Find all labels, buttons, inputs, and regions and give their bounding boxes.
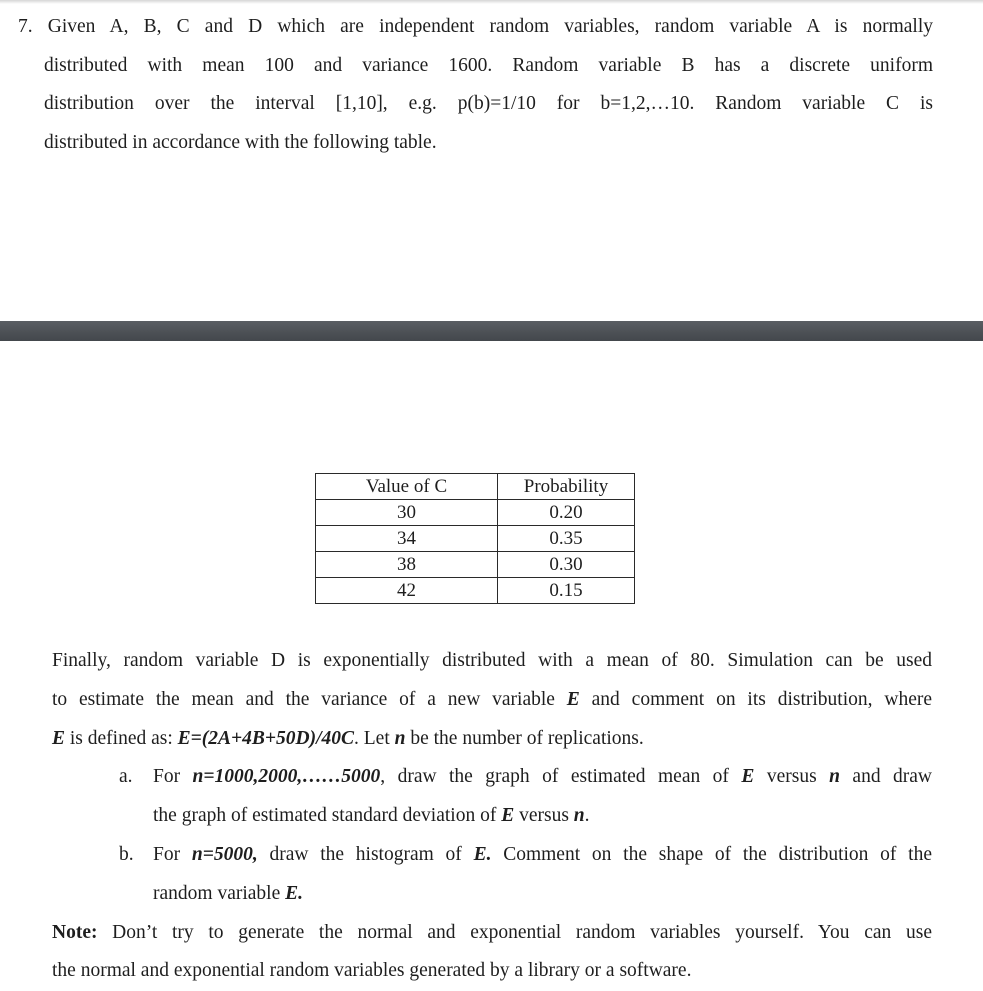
list-marker: a. [119,766,133,788]
note-line [52,914,932,953]
text-run: For [153,843,192,865]
table-cell: 0.15 [498,578,635,604]
table-header-cell: Probability [498,474,635,500]
variable-n: n [573,805,585,827]
table-cell: 38 [316,552,498,578]
n-value: n=5000, [191,843,258,865]
variable-e: E. [473,843,492,865]
list-item-b-continued [52,875,932,914]
question-line: distributed with mean 100 and variance 1600. Random variable B has a discrete uniform [44,54,933,76]
paragraph-line [52,681,932,720]
table-cell: 0.35 [498,526,635,552]
text-run: versus [514,805,574,827]
table-cell: 34 [316,526,498,552]
variable-e: E [566,688,580,710]
c-distribution-table [315,473,635,604]
variable-e: E [501,805,515,827]
note-line: the normal and exponential random variables generated by a library or a software. [52,960,692,982]
table-cell: 0.20 [498,500,635,526]
question-line: distributed in accordance with the following table. [44,132,437,154]
list-item-a [52,758,932,797]
text-run: is defined as: [65,727,178,749]
text-run: random variable [153,882,286,904]
text-run: and comment on its distribution, where [579,688,932,710]
text-run: . Let [354,727,395,749]
table-row [316,552,635,578]
variable-e: E [741,766,755,788]
text-run: Comment on the shape of the distribution of the [491,843,932,865]
text-run: be the number of replications. [405,727,644,749]
variable-n: n [829,766,840,788]
text-run: . [584,805,590,827]
table-row [316,500,635,526]
text-run: For [153,766,193,788]
table-cell: 42 [316,578,498,604]
text-run: to estimate the mean and the variance of a new variable [52,688,567,710]
paragraph-line: Finally, random variable D is exponentially distributed with a mean of 80. Simulation can be used [52,650,932,671]
variable-e: E [52,727,66,749]
text-run: , draw the graph of estimated mean of [380,766,742,788]
table-row [316,578,635,604]
table-header-cell: Value of C [316,474,498,500]
table-cell: 30 [316,500,498,526]
text-run: Don’t try to generate the normal and exponential random variables yourself. You can use [97,921,932,943]
variable-e: E. [285,882,304,904]
paragraph-line [52,720,932,759]
n-values: n=1000,2000,……5000 [192,766,381,788]
list-item-a-continued [52,797,932,836]
list-item-b [52,836,932,875]
page-break-divider [0,321,983,341]
question-line: distribution over the interval [1,10], e.g. p(b)=1/10 for b=1,2,…10. Random variable C is [44,93,933,115]
question-paragraph [18,8,933,163]
formula-e: E=(2A+4B+50D)/40C [177,727,355,749]
variable-n: n [394,727,406,749]
table-row [316,526,635,552]
text-run: versus [754,766,830,788]
table-cell: 0.30 [498,552,635,578]
second-paragraph [52,642,932,991]
text-run: draw the histogram of [257,843,474,865]
question-line: 7. Given A, B, C and D which are independent random variables, random variable A is normally [18,16,933,37]
table-header-row [316,474,635,500]
note-label: Note: [52,921,98,943]
list-marker: b. [119,843,134,865]
text-run: and draw [839,766,933,788]
page-top-edge [0,0,983,4]
text-run: the graph of estimated standard deviation of [153,805,502,827]
